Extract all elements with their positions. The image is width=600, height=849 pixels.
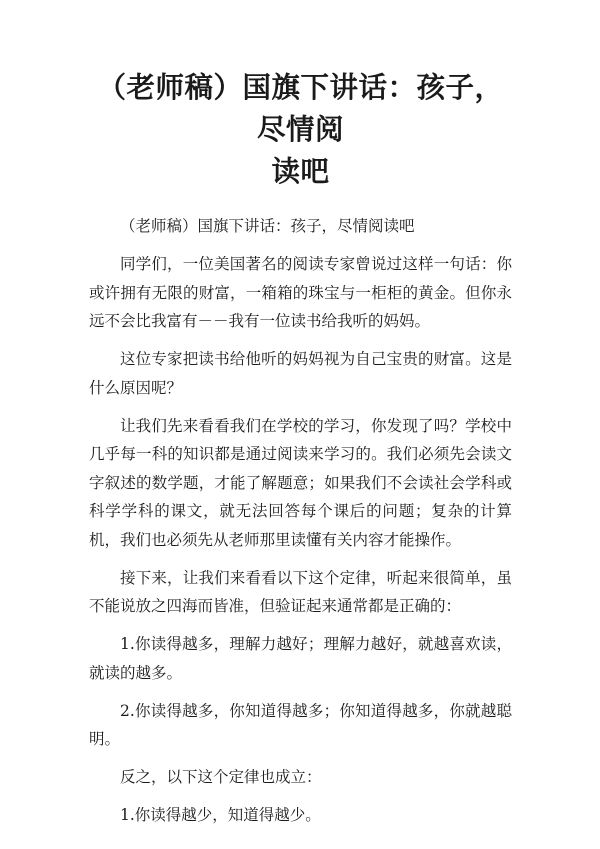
paragraph: 这位专家把读书给他听的妈妈视为自己宝贵的财富。这是什么原因呢？ [89, 350, 512, 397]
list-item: 1.你读得越多，理解力越好；理解力越好，就越喜欢读，就读的越多。 [89, 635, 512, 682]
document-title [89, 66, 512, 192]
paragraph: 接下来，让我们来看看以下这个定律，听起来很简单，虽不能说放之四海而皆准，但验证起来通常都是正确的： [89, 568, 512, 615]
document-body [89, 212, 512, 830]
paragraph-subtitle: （老师稿）国旗下讲话：孩子，尽情阅读吧 [120, 217, 415, 235]
paragraph: 让我们先来看看我们在学校的学习，你发现了吗？学校中几乎每一科的知识都是通过阅读来学习的。我们必须先会读文字叙述的数学题，才能了解题意；如果我们不会读社会学科或科学学科的课文，就无法回答每个课后的问题；复杂的计算机，我们也必须先从老师那里读懂有关内容才能操作。 [89, 416, 512, 549]
list-item: 1.你读得越少，知道得越少。 [120, 806, 321, 824]
paragraph: 反之，以下这个定律也成立： [120, 768, 322, 786]
paragraph: 同学们，一位美国著名的阅读专家曾说过这样一句话：你或许拥有无限的财富，一箱箱的珠宝与一柜柜的黄金。但你永远不会比我富有－－我有一位读书给我听的妈妈。 [89, 255, 512, 330]
title-line-2: 读吧 [271, 154, 330, 188]
title-line-1: （老师稿）国旗下讲话：孩子，尽情阅 [97, 70, 504, 146]
list-item: 2.你读得越多，你知道得越多；你知道得越多，你就越聪明。 [89, 701, 512, 748]
